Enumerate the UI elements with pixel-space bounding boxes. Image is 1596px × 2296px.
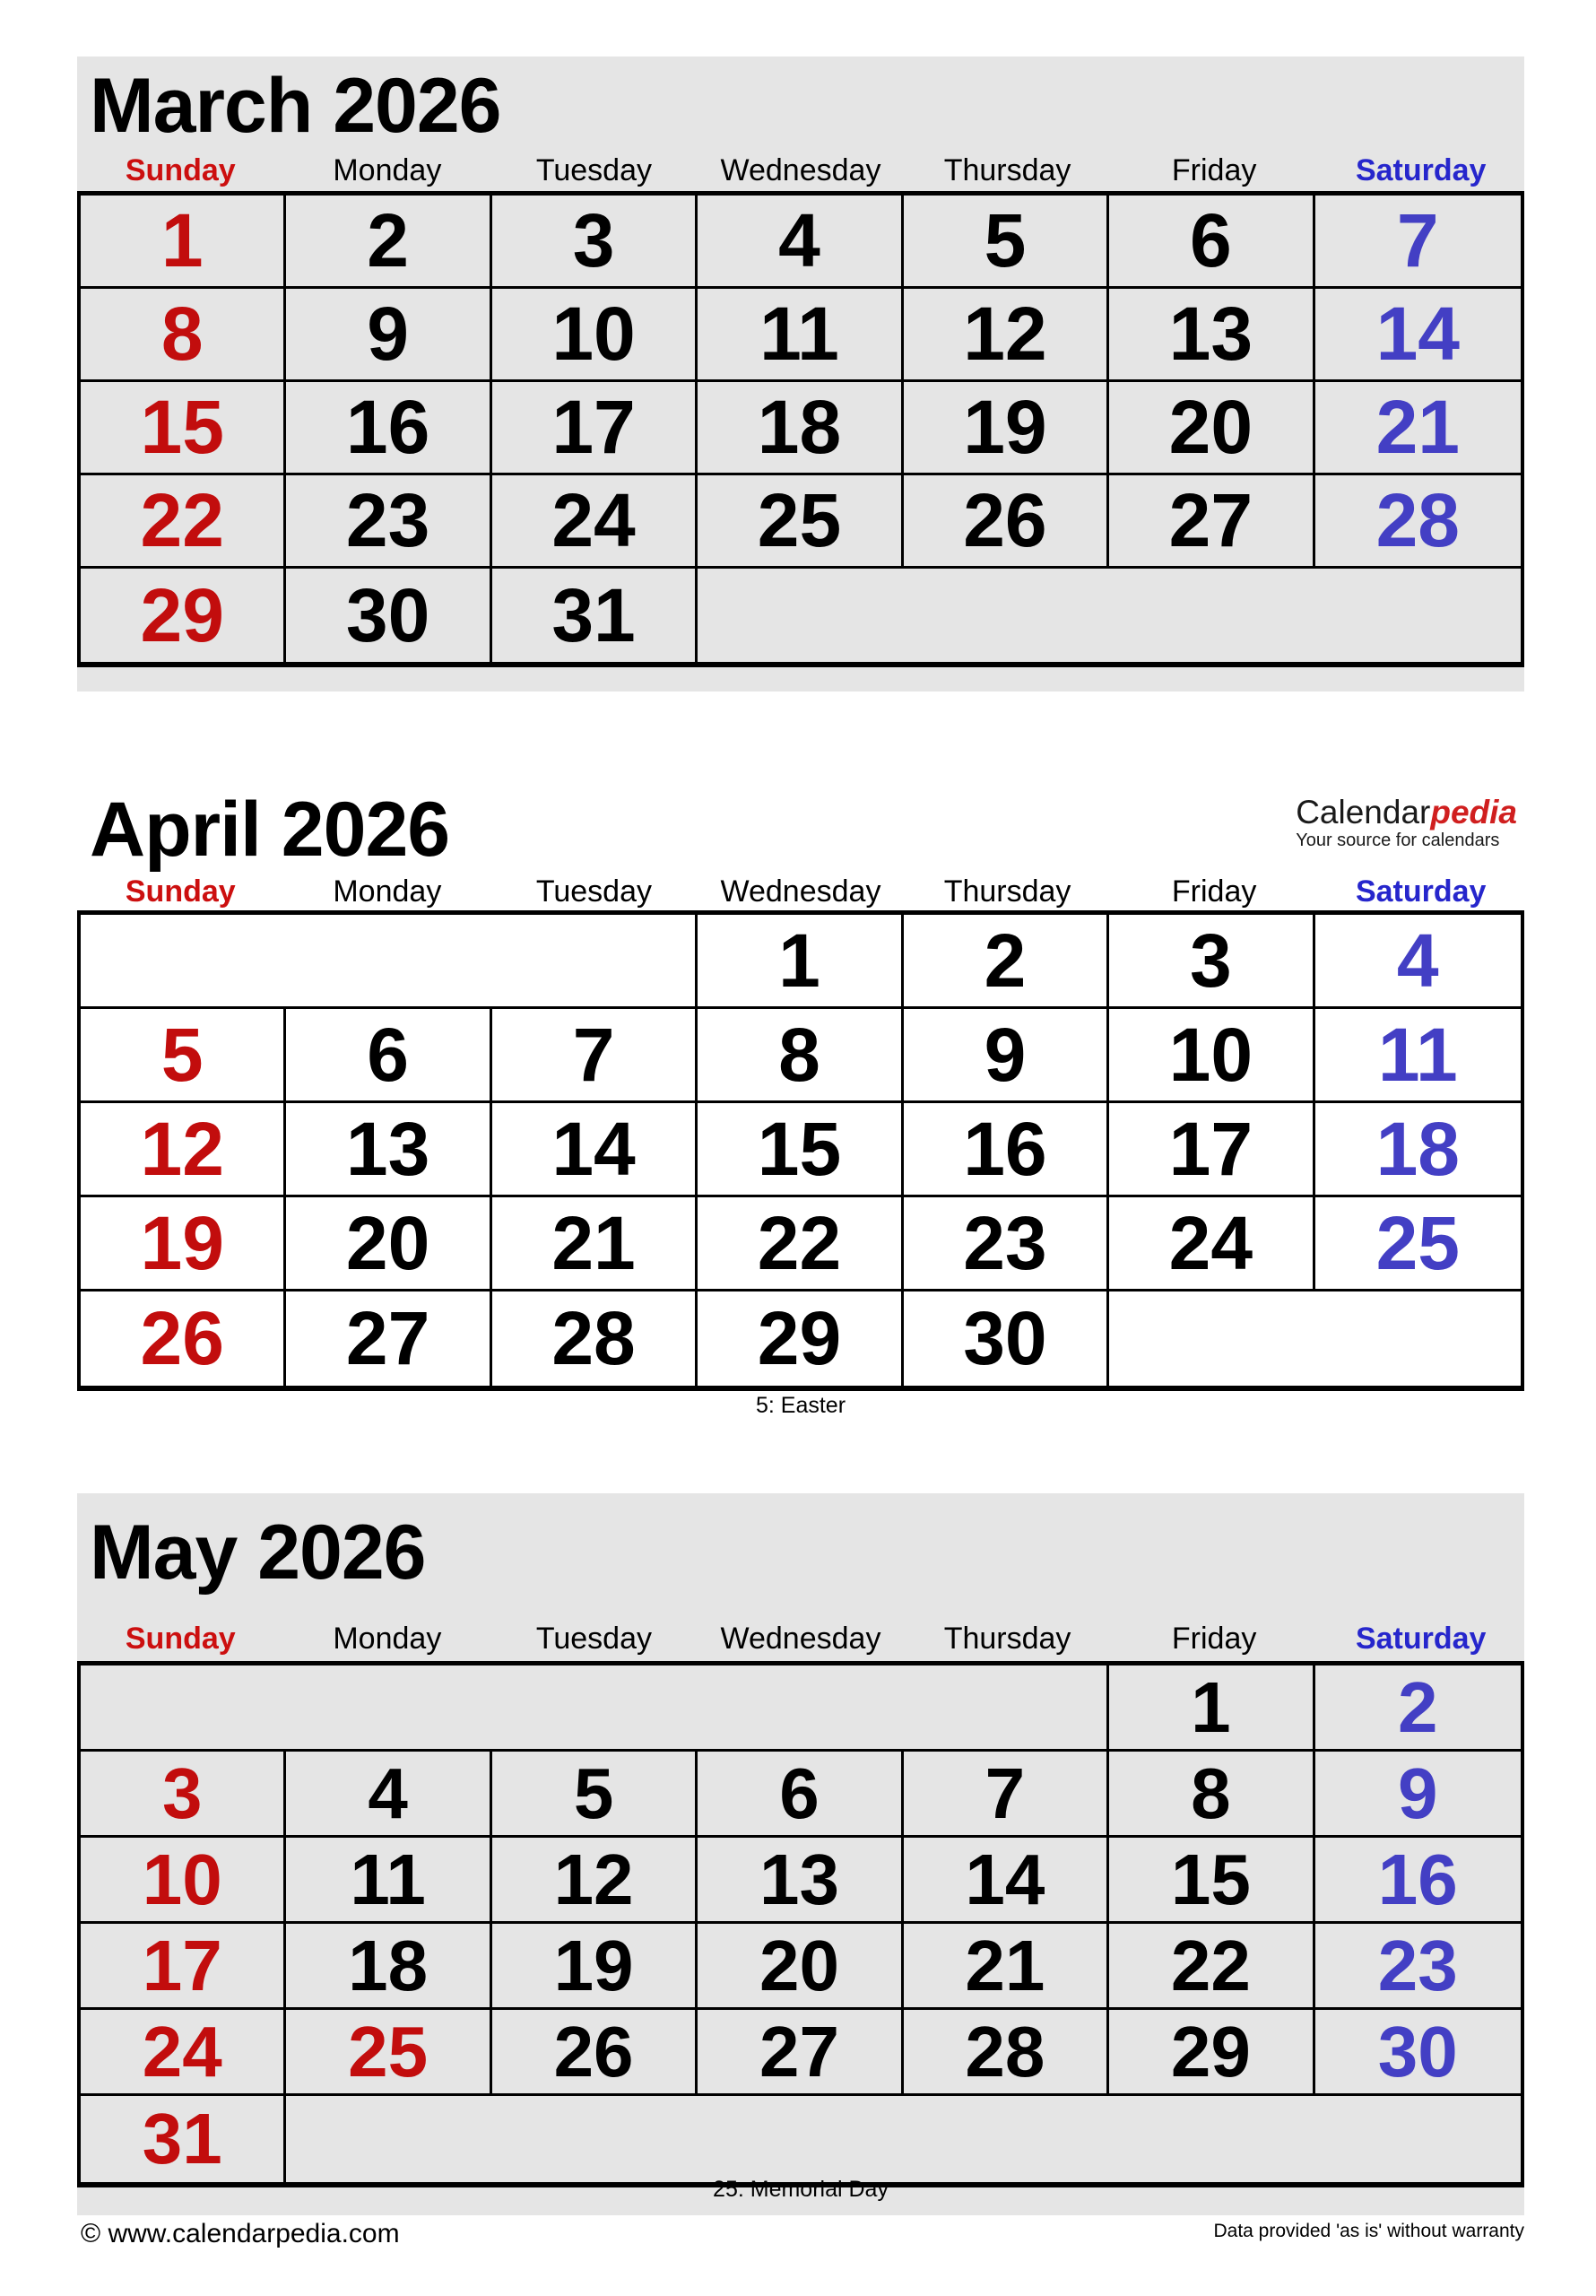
day-header-wednesday: Wednesday [720, 153, 881, 187]
day-cell-8: 8 [698, 1009, 903, 1103]
day-cell-29: 29 [81, 569, 286, 662]
day-cell-14: 14 [904, 1838, 1109, 1924]
month-title: May 2026 [90, 1509, 426, 1596]
day-cell-9: 9 [904, 1009, 1109, 1103]
day-cell-1: 1 [698, 915, 903, 1009]
day-header-tuesday: Tuesday [535, 153, 652, 187]
copyright-url-text: © www.calendarpedia.com [81, 2219, 400, 2248]
day-cell-14: 14 [1315, 289, 1521, 382]
day-cell-20: 20 [286, 1197, 491, 1292]
day-cell-22: 22 [698, 1197, 903, 1292]
day-cell-10: 10 [1109, 1009, 1314, 1103]
day-cell-30: 30 [1315, 2010, 1521, 2096]
day-header-friday: Friday [1171, 153, 1257, 187]
day-cell-7: 7 [1315, 196, 1521, 289]
day-cell-29: 29 [698, 1292, 903, 1386]
day-cell-3: 3 [1109, 915, 1314, 1009]
day-cell-21: 21 [1315, 382, 1521, 475]
day-cell-9: 9 [1315, 1752, 1521, 1838]
day-cell-19: 19 [904, 382, 1109, 475]
day-cell-17: 17 [492, 382, 698, 475]
day-header-tuesday: Tuesday [535, 874, 652, 909]
day-header-wednesday: Wednesday [720, 1622, 881, 1656]
month-title: April 2026 [90, 787, 450, 873]
day-cell-24: 24 [492, 475, 698, 569]
day-header-monday: Monday [333, 874, 442, 909]
day-cell-10: 10 [81, 1838, 286, 1924]
day-cell-22: 22 [81, 475, 286, 569]
day-cell-5: 5 [81, 1009, 286, 1103]
day-of-week-header-row [77, 874, 1524, 909]
day-header-sunday: Sunday [125, 1622, 236, 1656]
day-cell-7: 7 [904, 1752, 1109, 1838]
day-cell-28: 28 [1315, 475, 1521, 569]
month-section-may [77, 1493, 1524, 2215]
day-cell-13: 13 [286, 1103, 491, 1197]
day-cell-empty [698, 569, 1521, 662]
day-cell-6: 6 [286, 1009, 491, 1103]
calendarpedia-logo [1296, 796, 1517, 850]
day-cell-17: 17 [1109, 1103, 1314, 1197]
day-cell-30: 30 [904, 1292, 1109, 1386]
calendarpedia-logo-wordmark: Calendarpedia [1296, 794, 1517, 831]
day-cell-4: 4 [698, 196, 903, 289]
day-cell-18: 18 [286, 1924, 491, 2010]
day-header-wednesday: Wednesday [720, 874, 881, 909]
day-cell-20: 20 [698, 1924, 903, 2010]
day-cell-31: 31 [81, 2096, 286, 2182]
day-header-saturday: Saturday [1355, 1622, 1487, 1656]
day-cell-29: 29 [1109, 2010, 1314, 2096]
day-cell-21: 21 [904, 1924, 1109, 2010]
disclaimer-text: Data provided 'as is' without warranty [1213, 2221, 1524, 2241]
day-of-week-header-row [77, 153, 1524, 188]
day-cell-16: 16 [286, 382, 491, 475]
day-cell-9: 9 [286, 289, 491, 382]
day-cell-5: 5 [492, 1752, 698, 1838]
day-cell-13: 13 [1109, 289, 1314, 382]
day-header-saturday: Saturday [1355, 153, 1487, 187]
calendar-grid-april [77, 910, 1524, 1391]
day-cell-1: 1 [1109, 1665, 1314, 1752]
day-cell-26: 26 [904, 475, 1109, 569]
day-cell-15: 15 [1109, 1838, 1314, 1924]
day-cell-empty [81, 915, 698, 1009]
day-cell-8: 8 [1109, 1752, 1314, 1838]
day-header-friday: Friday [1171, 874, 1257, 909]
day-cell-11: 11 [698, 289, 903, 382]
day-cell-20: 20 [1109, 382, 1314, 475]
day-cell-26: 26 [81, 1292, 286, 1386]
day-header-thursday: Thursday [943, 1622, 1071, 1656]
day-cell-12: 12 [81, 1103, 286, 1197]
day-cell-2: 2 [904, 915, 1109, 1009]
day-cell-31: 31 [492, 569, 698, 662]
day-cell-30: 30 [286, 569, 491, 662]
day-cell-6: 6 [698, 1752, 903, 1838]
day-of-week-header-row [77, 1622, 1524, 1657]
day-cell-19: 19 [492, 1924, 698, 2010]
day-header-sunday: Sunday [125, 874, 236, 909]
day-cell-12: 12 [904, 289, 1109, 382]
day-cell-empty [286, 2096, 1521, 2182]
calendar-grid-march [77, 191, 1524, 667]
day-cell-1: 1 [81, 196, 286, 289]
day-header-tuesday: Tuesday [535, 1622, 652, 1656]
day-cell-11: 11 [286, 1838, 491, 1924]
day-header-monday: Monday [333, 153, 442, 187]
day-header-friday: Friday [1171, 1622, 1257, 1656]
day-cell-27: 27 [286, 1292, 491, 1386]
day-cell-16: 16 [904, 1103, 1109, 1197]
day-cell-25: 25 [698, 475, 903, 569]
day-cell-4: 4 [1315, 915, 1521, 1009]
holiday-note-easter: 5: Easter [755, 1393, 846, 1418]
day-cell-14: 14 [492, 1103, 698, 1197]
month-section-march [77, 57, 1524, 691]
day-cell-19: 19 [81, 1197, 286, 1292]
day-cell-21: 21 [492, 1197, 698, 1292]
day-cell-23: 23 [1315, 1924, 1521, 2010]
day-header-saturday: Saturday [1355, 874, 1487, 909]
day-cell-26: 26 [492, 2010, 698, 2096]
day-cell-15: 15 [698, 1103, 903, 1197]
day-cell-4: 4 [286, 1752, 491, 1838]
day-cell-2: 2 [286, 196, 491, 289]
day-cell-6: 6 [1109, 196, 1314, 289]
day-cell-27: 27 [698, 2010, 903, 2096]
day-cell-13: 13 [698, 1838, 903, 1924]
day-cell-12: 12 [492, 1838, 698, 1924]
day-header-thursday: Thursday [943, 153, 1071, 187]
day-cell-15: 15 [81, 382, 286, 475]
day-cell-3: 3 [81, 1752, 286, 1838]
day-cell-3: 3 [492, 196, 698, 289]
day-cell-11: 11 [1315, 1009, 1521, 1103]
day-cell-empty [81, 1665, 1109, 1752]
day-cell-24: 24 [81, 2010, 286, 2096]
day-cell-8: 8 [81, 289, 286, 382]
day-cell-5: 5 [904, 196, 1109, 289]
day-header-monday: Monday [333, 1622, 442, 1656]
calendar-grid-may [77, 1661, 1524, 2187]
holiday-note-memorial-day: 25: Memorial Day [713, 2177, 889, 2202]
calendarpedia-logo-tagline: Your source for calendars [1296, 830, 1500, 850]
day-cell-25: 25 [1315, 1197, 1521, 1292]
day-cell-28: 28 [904, 2010, 1109, 2096]
month-section-april [77, 785, 1524, 1423]
day-cell-10: 10 [492, 289, 698, 382]
day-cell-28: 28 [492, 1292, 698, 1386]
day-cell-7: 7 [492, 1009, 698, 1103]
day-cell-23: 23 [286, 475, 491, 569]
day-cell-27: 27 [1109, 475, 1314, 569]
day-cell-23: 23 [904, 1197, 1109, 1292]
day-cell-22: 22 [1109, 1924, 1314, 2010]
day-cell-25: 25 [286, 2010, 491, 2096]
day-header-sunday: Sunday [125, 153, 236, 187]
day-cell-18: 18 [698, 382, 903, 475]
day-cell-17: 17 [81, 1924, 286, 2010]
day-cell-24: 24 [1109, 1197, 1314, 1292]
day-cell-empty [1109, 1292, 1521, 1386]
month-title: March 2026 [90, 63, 501, 149]
day-cell-2: 2 [1315, 1665, 1521, 1752]
day-cell-16: 16 [1315, 1838, 1521, 1924]
day-cell-18: 18 [1315, 1103, 1521, 1197]
day-header-thursday: Thursday [943, 874, 1071, 909]
